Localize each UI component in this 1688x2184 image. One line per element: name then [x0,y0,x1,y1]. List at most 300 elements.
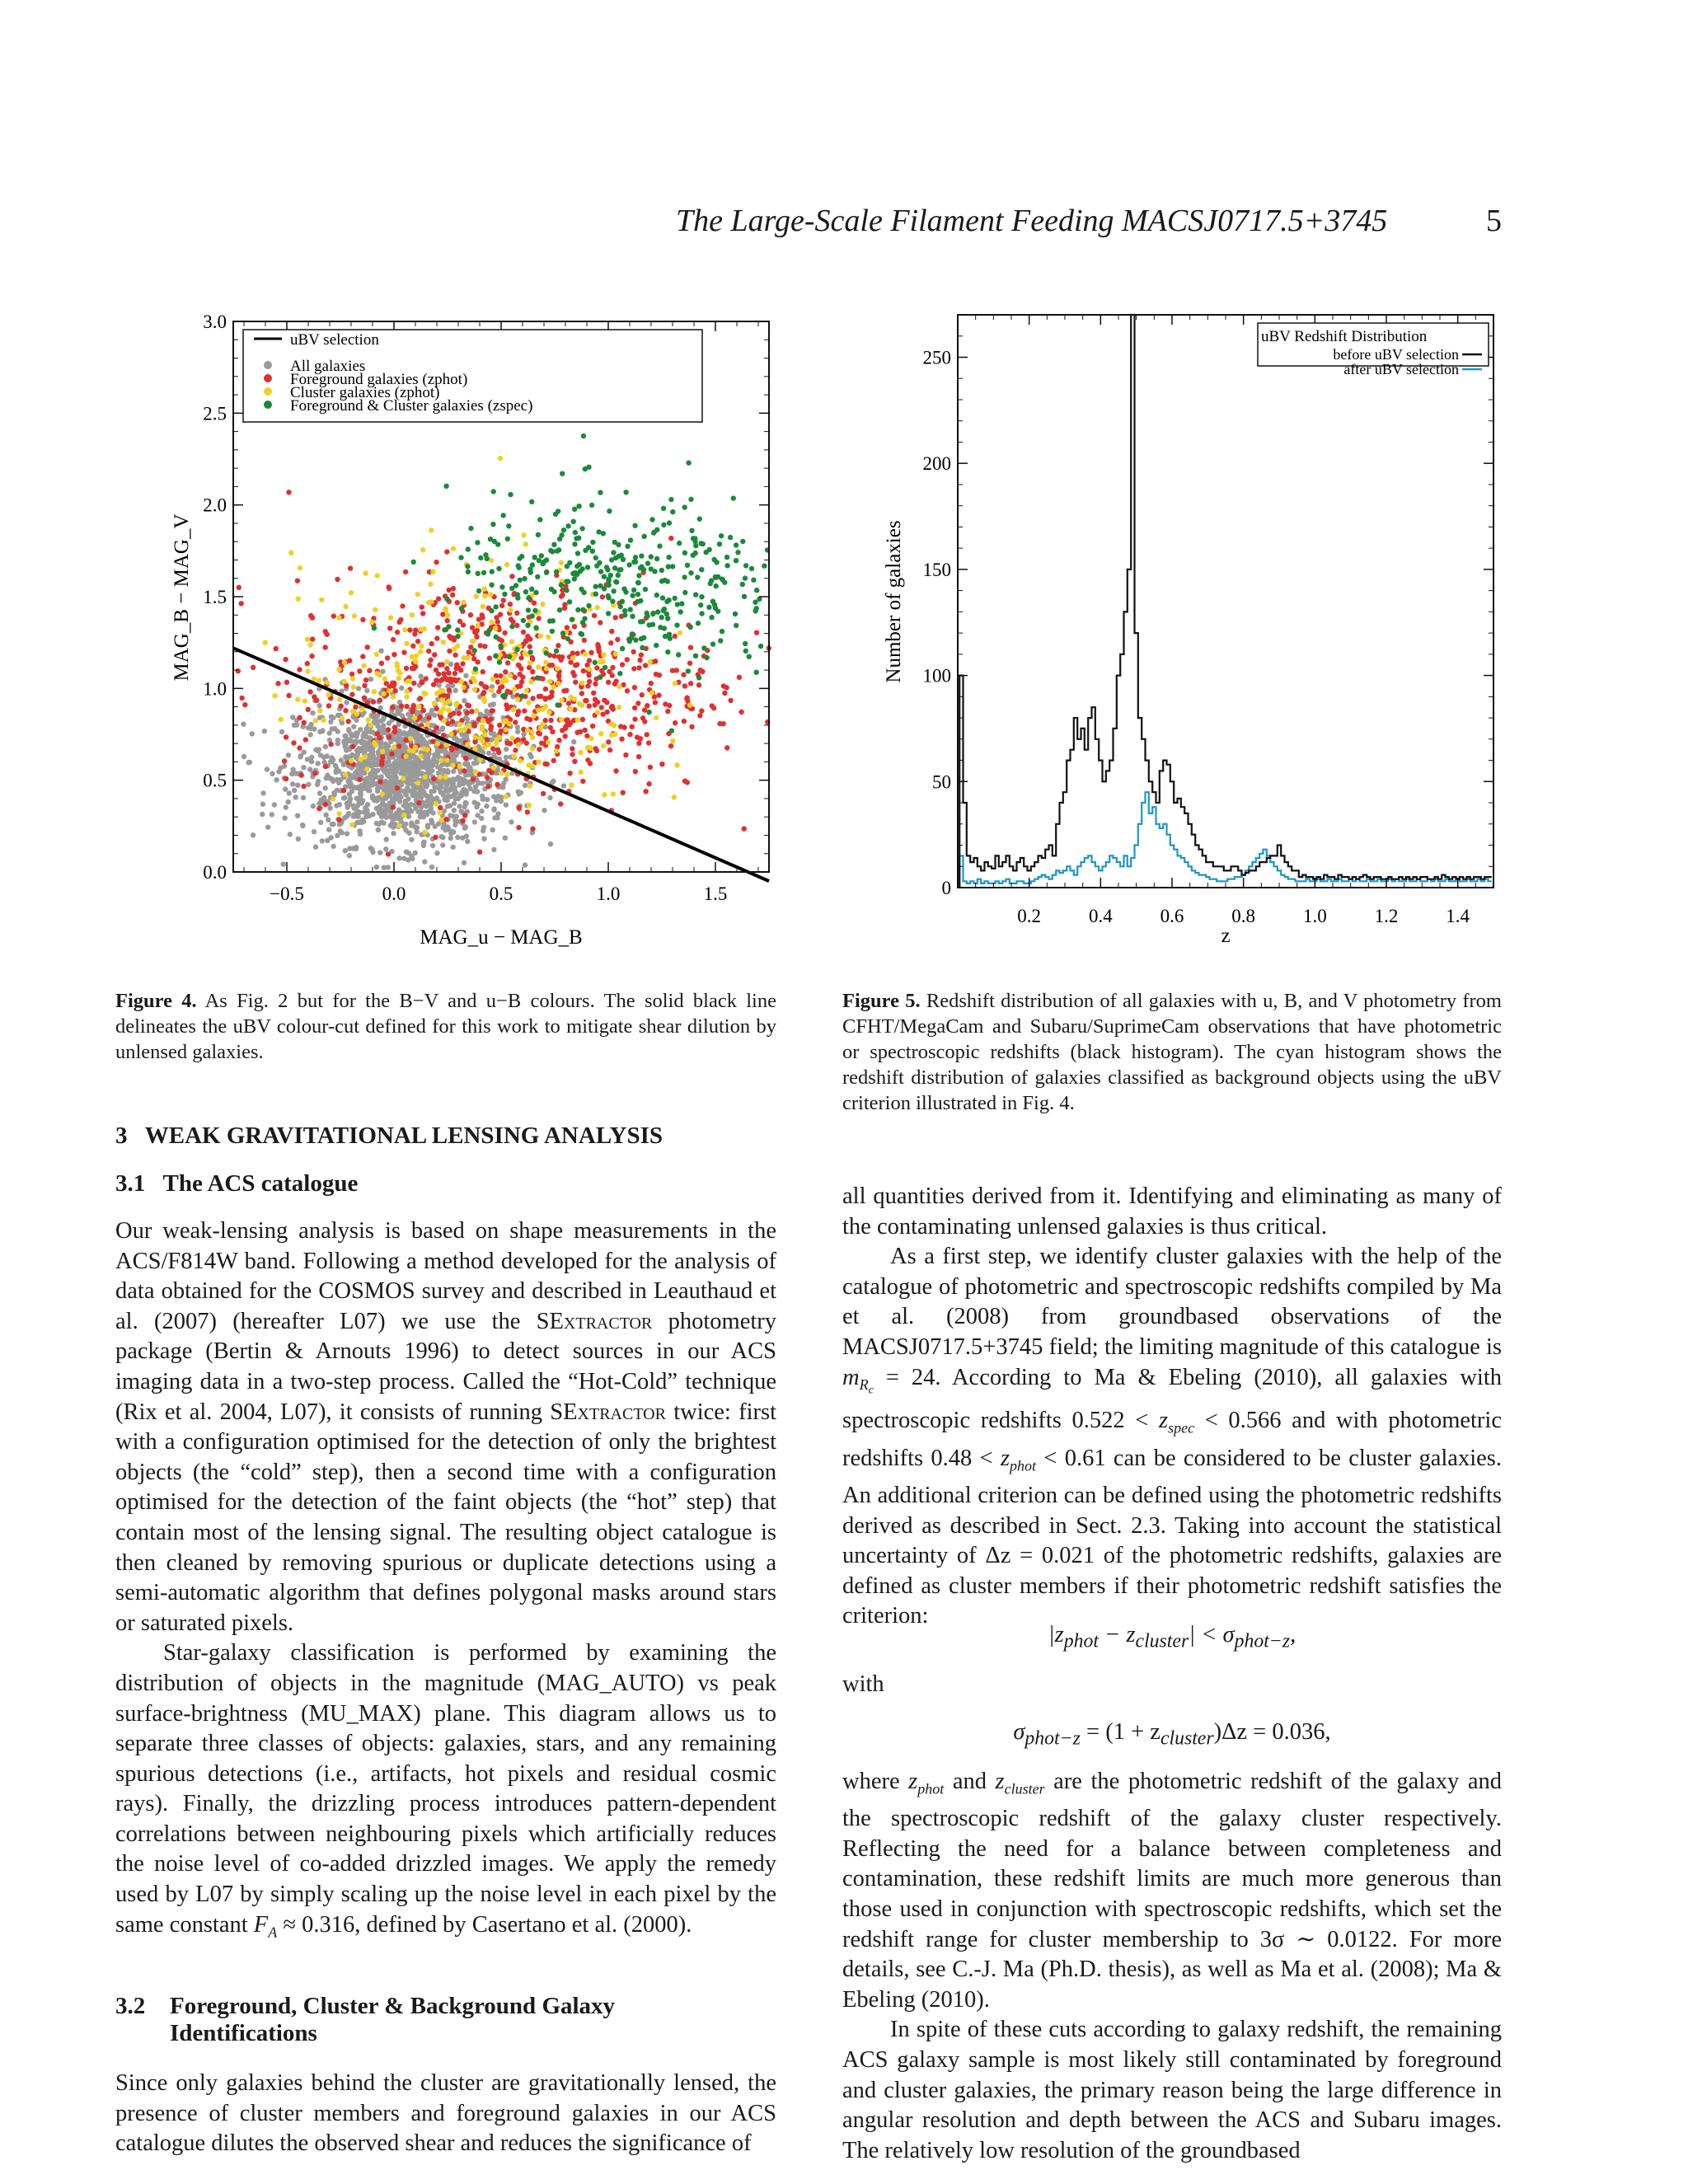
fig4-point [420,605,424,610]
fig4-point [496,566,501,571]
fig4-point [387,734,392,739]
fig4-point [340,715,345,720]
fig4-point [349,590,354,595]
fig4-point [649,554,654,559]
fig4-point [512,754,517,759]
fig4-point [495,541,500,546]
fig4-point [447,649,452,654]
fig4-point [754,606,759,611]
fig4-point [606,611,611,616]
fig4-point [451,635,456,640]
fig4-point [514,623,519,628]
fig4-point [575,607,580,612]
fig4-point [260,802,265,807]
fig4-point [437,682,442,687]
fig4-point [411,666,416,671]
fig4-point [425,824,430,829]
fig4-point [465,742,470,747]
fig4-point [428,582,433,587]
fig4-point [536,759,541,764]
fig4-point [499,603,504,608]
fig4-point [346,738,351,743]
fig4-point [688,681,693,686]
fig4-point [296,596,301,601]
fig4-point [349,691,354,696]
fig4-point [613,579,618,584]
fig4-point [564,579,569,583]
fig4-point [720,577,725,582]
fig4-point [568,706,573,711]
fig4-point [449,748,454,752]
fig4-point [272,802,277,807]
fig4-point [282,816,287,821]
fig4-point [463,761,468,766]
fig4-xtick-label: 1.0 [596,883,621,904]
fig4-point [422,859,427,864]
fig4-point [593,746,598,751]
fig4-point [495,811,500,816]
subsection-3-2-number: 3.2 [115,1993,146,2019]
fig4-point [425,721,430,726]
fig5-legend-0: before uBV selection [1333,346,1459,363]
fig5-xlabel: z [1221,925,1231,947]
fig4-point [352,785,357,790]
fig4-point [572,624,577,629]
fig5-legend-title: uBV Redshift Distribution [1261,328,1428,345]
fig4-point [529,499,534,504]
fig4-point [499,794,504,799]
fig4-point [476,780,481,785]
fig4-point [502,630,507,635]
fig4-point [632,717,637,722]
fig4-point [529,729,534,734]
fig4-point [504,794,509,799]
fig4-point [462,780,467,785]
fig4-point [401,813,406,818]
fig4-point [459,606,464,611]
fig4-point [530,696,535,701]
fig5-ytick-label: 150 [922,559,951,580]
fig4-point [419,809,424,814]
fig4-point [376,827,381,832]
fig4-point [696,675,701,680]
fig4-point [377,785,382,790]
fig4-point [742,826,747,831]
fig4-point [478,643,483,648]
fig4-point [323,744,328,749]
fig4-point [335,833,340,838]
fig4-point [383,846,388,851]
fig4-point [654,527,659,532]
fig4-point [508,602,513,607]
fig4-point [547,795,552,800]
fig4-point [363,570,368,575]
fig4-point [497,734,502,739]
fig4-point [242,702,247,707]
fig4-point [482,684,487,689]
right-column-body-2 [842,1767,1502,2166]
fig4-point [533,626,538,630]
fig4-point [626,562,631,567]
fig4-point [475,789,480,794]
fig4-point [625,657,630,662]
fig4-point [566,701,571,705]
fig4-point [523,639,528,644]
fig4-point [423,760,428,765]
fig4-point [415,639,420,644]
fig4-point [482,644,487,649]
fig4-point [734,623,738,628]
fig4-point [370,729,375,734]
fig4-point [519,693,524,698]
fig4-point [286,752,291,757]
fig4-point [488,717,493,722]
fig4-point [326,703,331,708]
fig4-point [410,644,415,649]
fig4-point [559,717,564,722]
fig4-point [747,654,752,659]
fig4-point [570,752,574,757]
fig4-point [335,729,340,733]
fig4-point [501,513,506,518]
fig4-point [751,578,756,583]
fig5-ytick-label: 250 [922,347,951,368]
fig4-point [630,724,635,729]
fig4-point [363,677,368,682]
fig4-point [645,703,649,708]
fig4-point [588,761,593,766]
fig4-point [551,758,556,763]
fig4-point [489,688,494,693]
fig4-point [602,698,607,703]
fig4-point [480,724,485,729]
fig4-point [612,565,617,570]
fig4-point [404,738,409,743]
fig4-point [544,666,549,671]
fig4-point [275,681,280,686]
fig4-point [673,634,678,639]
fig4-point [430,569,435,574]
fig4-point [353,705,358,710]
fig5-axes [923,315,1494,926]
fig4-point [688,570,693,575]
fig4-point [360,617,365,622]
fig4-point [375,731,380,736]
fig4-point [682,574,687,579]
fig4-point [312,771,317,776]
fig4-point [323,644,328,649]
fig4-point [323,764,328,769]
fig4-point [631,666,636,671]
fig4-point [436,785,441,790]
figure-5-histogram [874,305,1517,964]
fig4-point [498,456,503,461]
fig4-point [706,605,711,610]
fig4-point [513,675,518,680]
fig4-point [569,782,574,787]
fig4-point [665,616,670,621]
fig4-point [481,837,486,841]
fig4-point [363,743,368,748]
fig4-point [305,668,310,673]
fig4-point [479,808,484,813]
fig4-point [441,790,446,795]
fig4-point [381,691,386,696]
fig4-point [697,517,702,522]
fig4-point [486,751,491,756]
fig4-point [688,645,693,650]
fig4-point [421,691,426,696]
fig4-point [682,683,687,688]
fig4-point [593,660,598,665]
fig4-point [592,613,597,618]
fig4-point [487,628,492,633]
fig4-point [401,856,406,861]
fig4-point [578,729,583,734]
fig4-point [391,804,396,809]
fig4-point [562,602,567,607]
fig4-point [442,718,447,723]
running-title: The Large-Scale Filament Feeding MACSJ0717.5+3745 [676,204,1388,238]
fig4-point [701,645,706,650]
fig4-point [615,637,620,642]
fig4-point [687,661,692,666]
fig4-point [443,750,448,755]
fig4-point [573,530,578,535]
fig4-point [754,588,759,593]
fig4-point [636,741,641,746]
fig4-point [502,592,507,597]
fig4-point [570,746,574,751]
fig4-point [326,730,331,735]
fig4-point [295,813,300,818]
fig4-point [509,574,514,579]
fig4-point [594,605,599,610]
fig4-point [598,620,603,625]
fig4-point [406,678,411,683]
fig4-point [491,701,496,706]
fig4-point [724,555,729,560]
fig4-point [290,781,295,786]
fig4-point [358,727,363,732]
fig4-ylabel: MAG_B − MAG_V [171,513,193,682]
fig4-point [678,609,683,614]
fig4-point [509,639,514,644]
fig4-point [434,725,439,730]
fig4-point [611,791,616,796]
fig4-point [575,551,580,555]
fig4-point [562,733,567,738]
fig4-point [578,750,583,755]
fig4-point [648,659,653,664]
fig4-ytick-label: 1.0 [203,678,227,700]
fig4-point [740,582,745,587]
fig4-point [661,608,666,613]
fig4-point [295,579,300,583]
fig4-point [348,565,353,570]
fig4-point [295,697,300,702]
fig4-point [598,569,603,574]
fig4-point [659,762,664,766]
fig4-point [409,654,414,659]
fig4-point [503,669,508,674]
fig4-point [415,710,420,715]
fig4-point [429,768,434,773]
fig4-point [632,705,637,710]
fig4-point [545,762,550,766]
fig4-point [301,784,306,789]
fig4-point [480,739,485,744]
fig4-point [533,590,538,595]
fig4-point [386,727,391,732]
fig4-point [440,677,445,682]
fig4-point [378,774,383,779]
fig4-point [481,604,485,609]
fig4-point [308,613,313,618]
fig4-point [689,724,694,729]
fig4-point [328,719,333,724]
fig4-point [305,757,310,762]
fig4-point [677,541,682,546]
fig4-point [284,776,288,781]
fig4-point [400,603,405,608]
fig4-point [695,574,700,579]
fig4-point [316,801,321,806]
fig4-point [570,617,574,622]
fig4-point [287,790,292,795]
fig4-point [516,709,521,714]
fig4-point [288,551,293,555]
fig4-point [404,792,409,797]
fig4-point [654,715,659,720]
fig4-point [451,754,456,759]
fig4-point [519,554,524,559]
fig4-point [509,586,514,591]
fig4-point [409,823,414,828]
fig4-point [665,579,670,583]
fig4-point [540,602,545,607]
fig4-point [601,658,606,663]
fig4-legend-1: All galaxies [290,358,366,375]
fig4-point [301,795,306,800]
fig4-point [498,644,503,649]
fig4-point [516,563,521,568]
fig4-point [542,560,546,565]
fig4-point [403,822,408,827]
fig4-point [488,592,493,597]
fig4-point [530,655,535,660]
fig4-point [411,785,416,790]
fig4-point [399,686,404,691]
fig4-point [754,670,759,675]
fig4-point [378,649,383,654]
fig4-point [522,708,527,713]
fig4-point [274,777,279,782]
fig4-point [380,791,385,796]
fig4-point [731,495,736,500]
fig4-point [308,642,313,647]
fig4-point [365,802,370,807]
fig4-point [411,681,416,686]
fig4-point [284,734,288,739]
fig4-point [342,660,347,665]
fig4-point [556,681,561,686]
fig4-point [521,732,526,737]
fig4-point [463,756,468,761]
fig4-point [290,715,295,719]
fig4-point [461,818,466,823]
fig4-point [572,507,577,512]
fig4-point [673,720,678,725]
fig4-point [462,813,467,818]
fig4-point [554,748,559,753]
fig4-point [358,757,363,762]
fig4-point [528,660,532,665]
fig4-point [412,715,417,720]
fig4-point [443,775,448,780]
fig4-point [350,803,355,808]
fig4-point [369,620,374,625]
fig4-point [526,700,531,705]
fig4-point [699,708,704,713]
fig4-point [418,626,423,631]
fig4-point [289,771,294,776]
fig4-point [297,667,302,672]
fig4-point [434,706,439,711]
fig4-point [656,693,661,698]
fig4-point [593,682,598,687]
fig4-point [508,607,513,612]
fig4-point [521,618,526,623]
fig4-point [440,842,445,847]
fig4-point [590,540,595,545]
fig4-point [482,732,487,737]
fig4-point [613,768,618,773]
fig4-point [270,771,274,776]
fig4-point [516,825,521,830]
fig4-point [609,733,614,738]
fig4-point [565,523,570,528]
fig4-point [511,707,516,712]
fig4-point [485,556,490,561]
fig4-point [618,724,623,729]
fig4-point [404,641,409,646]
fig4-point [401,776,406,781]
fig4-point [452,788,457,793]
fig4-point [493,626,498,630]
fig4-point [670,668,675,673]
fig4-point [418,814,423,819]
fig4-point [329,755,334,760]
fig4-xtick-label: 0.5 [489,883,513,904]
fig4-point [316,806,321,811]
fig4-point [589,503,594,508]
fig4-point [631,588,636,593]
fig4-point [505,537,510,541]
fig4-point [475,623,480,628]
fig4-point [494,741,499,746]
fig4-point [612,588,617,593]
fig4-point [528,644,532,649]
fig4-point [588,736,593,741]
fig4-point [682,779,687,784]
fig4-point [491,752,496,757]
fig4-point [516,742,521,747]
fig4-point [396,620,401,625]
fig4-point [627,639,632,644]
fig4-point [441,671,446,676]
fig4-point [442,627,447,632]
